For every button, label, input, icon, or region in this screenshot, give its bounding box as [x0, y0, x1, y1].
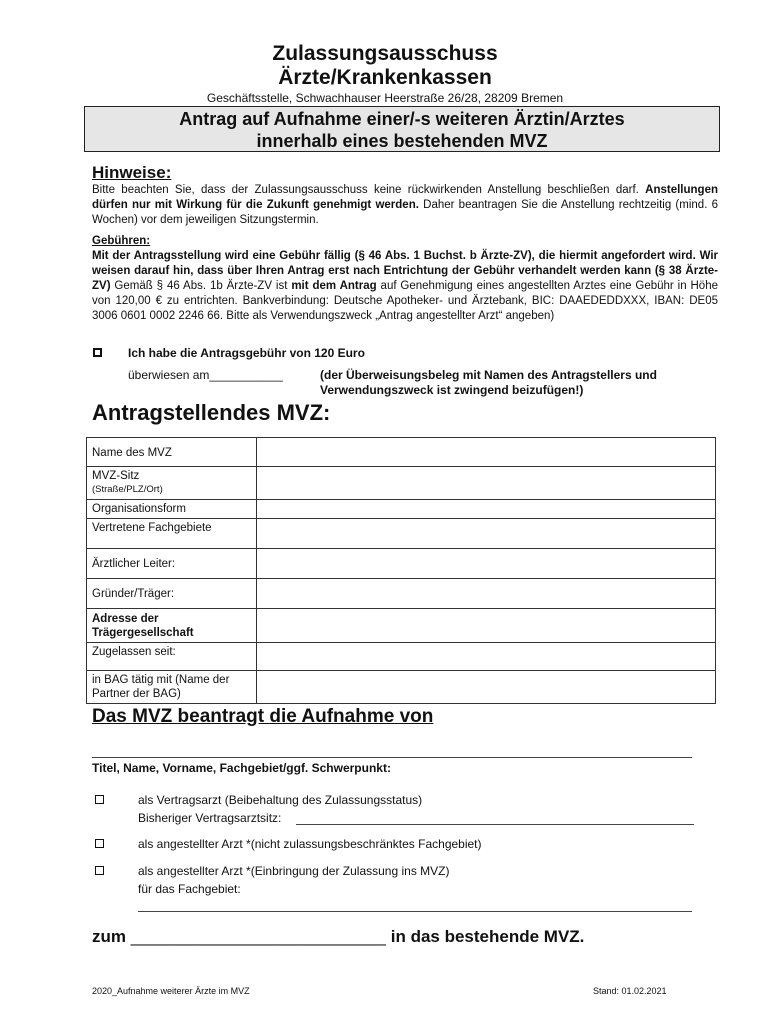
row-label: Vertretene Fachgebiete: [87, 519, 257, 549]
row-input-medical-director[interactable]: [257, 549, 716, 579]
fee-paid-label: Ich habe die Antragsgebühr von 120 Euro: [128, 346, 365, 360]
apply-heading: Das MVZ beantragt die Aufnahme von: [92, 706, 434, 727]
form-title-line2: innerhalb eines bestehenden MVZ: [256, 131, 548, 151]
footer-date: Stand: 01.02.2021: [593, 986, 667, 996]
table-row: [87, 519, 716, 549]
row-label: MVZ-Sitz: [92, 470, 140, 482]
row-label: Zugelassen seit:: [87, 643, 257, 671]
option-employed-unrestricted-checkbox[interactable]: [95, 839, 104, 848]
specialty-label: für das Fachgebiet:: [138, 882, 241, 896]
row-label: in BAG tätig mit (Name der Partner der BAG): [87, 671, 257, 704]
mvz-heading: Antragstellendes MVZ:: [92, 400, 331, 425]
table-row: [87, 467, 716, 500]
table-row: [87, 643, 716, 671]
option-contract-doctor-checkbox[interactable]: [95, 795, 104, 804]
form-title-line1: Antrag auf Aufnahme einer/-s weiteren Ärztin/Arztes: [179, 109, 625, 129]
fees-paragraph: [92, 234, 718, 324]
previous-seat-input-line[interactable]: [296, 824, 694, 825]
fees-heading: Gebühren:: [92, 235, 151, 247]
fee-transfer-date[interactable]: überwiesen am___________: [128, 368, 283, 382]
table-row: [87, 609, 716, 643]
option-contract-doctor-label: als Vertragsarzt (Beibehaltung des Zulassungsstatus): [138, 793, 423, 807]
person-label: Titel, Name, Vorname, Fachgebiet/ggf. Schwerpunkt:: [92, 761, 391, 775]
previous-seat-label: Bisheriger Vertragsarztsitz:: [138, 811, 282, 825]
fee-paid-checkbox[interactable]: [93, 348, 102, 357]
start-date-input[interactable]: ___________________________: [130, 927, 387, 946]
table-row: [87, 438, 716, 467]
row-label: Gründer/Träger:: [87, 579, 257, 609]
row-input-carrier-address[interactable]: [257, 609, 716, 643]
row-label-cell: [87, 467, 257, 500]
mvz-table: [86, 437, 716, 704]
option-employed-license-checkbox[interactable]: [95, 866, 104, 875]
fees-text-b: mit dem Antrag: [291, 280, 377, 292]
specialty-input-line[interactable]: [138, 911, 692, 912]
row-input-bag-partners[interactable]: [257, 671, 716, 704]
hints-text-c: Daher beantragen Sie die Anstellung rechtzeitig (mind. 6 Wochen) vor dem jeweiligen Sitzungstermin.: [92, 199, 719, 226]
table-row: [87, 579, 716, 609]
row-input-address[interactable]: [257, 467, 716, 500]
row-input-name[interactable]: [257, 438, 716, 467]
start-date-prefix: zum: [92, 927, 131, 946]
footer-document-name: 2020_Aufnahme weiterer Ärzte im MVZ: [92, 986, 250, 996]
row-label: Organisationsform: [87, 500, 257, 519]
hints-heading: Hinweise:: [92, 163, 172, 182]
hints-text-b: Anstellungen dürfen nur mit Wirkung für die Zukunft genehmigt werden.: [92, 184, 718, 211]
option-employed-license-label: als angestellter Arzt *(Einbringung der Zulassung ins MVZ): [138, 864, 450, 878]
fee-note: [320, 368, 657, 398]
fees-text-bold: Mit der Antragsstellung wird eine Gebühr fällig (§ 46 Abs. 1 Buchst. b Ärzte-ZV), die hiermit angefordert wird. Wir weisen darauf hin, dass über Ihren Antrag erst nach Entrichtung der Gebühr verhandelt werden kann (§ 38 Ärzte-ZV): [92, 250, 718, 292]
form-title-box: [84, 106, 720, 152]
hints-paragraph: [92, 183, 718, 228]
row-label: Ärztlicher Leiter:: [87, 549, 257, 579]
row-sublabel: (Straße/PLZ/Ort): [92, 484, 163, 495]
table-row: [87, 500, 716, 519]
start-date-statement: [92, 927, 584, 947]
fees-text-a: Gemäß § 46 Abs. 1b Ärzte-ZV ist: [110, 280, 292, 292]
hints-text-a: Bitte beachten Sie, dass der Zulassungsausschuss keine rückwirkenden Anstellung beschließen darf.: [92, 184, 646, 196]
option-employed-unrestricted-label: als angestellter Arzt *(nicht zulassungsbeschränktes Fachgebiet): [138, 837, 482, 851]
fee-note-line1: (der Überweisungsbeleg mit Namen des Antragstellers und: [320, 368, 657, 382]
table-row: [87, 671, 716, 704]
row-label: Name des MVZ: [87, 438, 257, 467]
row-input-org-form[interactable]: [257, 500, 716, 519]
committee-subtitle: Ärzte/Krankenkassen: [278, 66, 492, 89]
row-input-founder[interactable]: [257, 579, 716, 609]
start-date-suffix: in das bestehende MVZ.: [386, 927, 585, 946]
fee-note-line2: Verwendungszweck ist zwingend beizufügen!): [320, 383, 584, 397]
row-label: Adresse der Trägergesellschaft: [87, 609, 257, 643]
table-row: [87, 549, 716, 579]
committee-title: Zulassungsausschuss: [272, 42, 498, 65]
row-input-specialties[interactable]: [257, 519, 716, 549]
person-input-line[interactable]: [92, 757, 692, 758]
fees-text-c: auf Genehmigung eines angestellten Arztes eine Gebühr in Höhe von 120,00 € zu entrichten. Bankverbindung: Deutsche Apotheker- und Ärztebank, BIC: DAAEDEDDXXX, IBAN: DE05 3006 0601 0002 2246 66. Bitte als Verwendungszweck „Antrag angestellter Arzt“ angeben): [92, 280, 718, 322]
office-address: Geschäftsstelle, Schwachhauser Heerstraße 26/28, 28209 Bremen: [206, 91, 564, 105]
row-input-licensed-since[interactable]: [257, 643, 716, 671]
